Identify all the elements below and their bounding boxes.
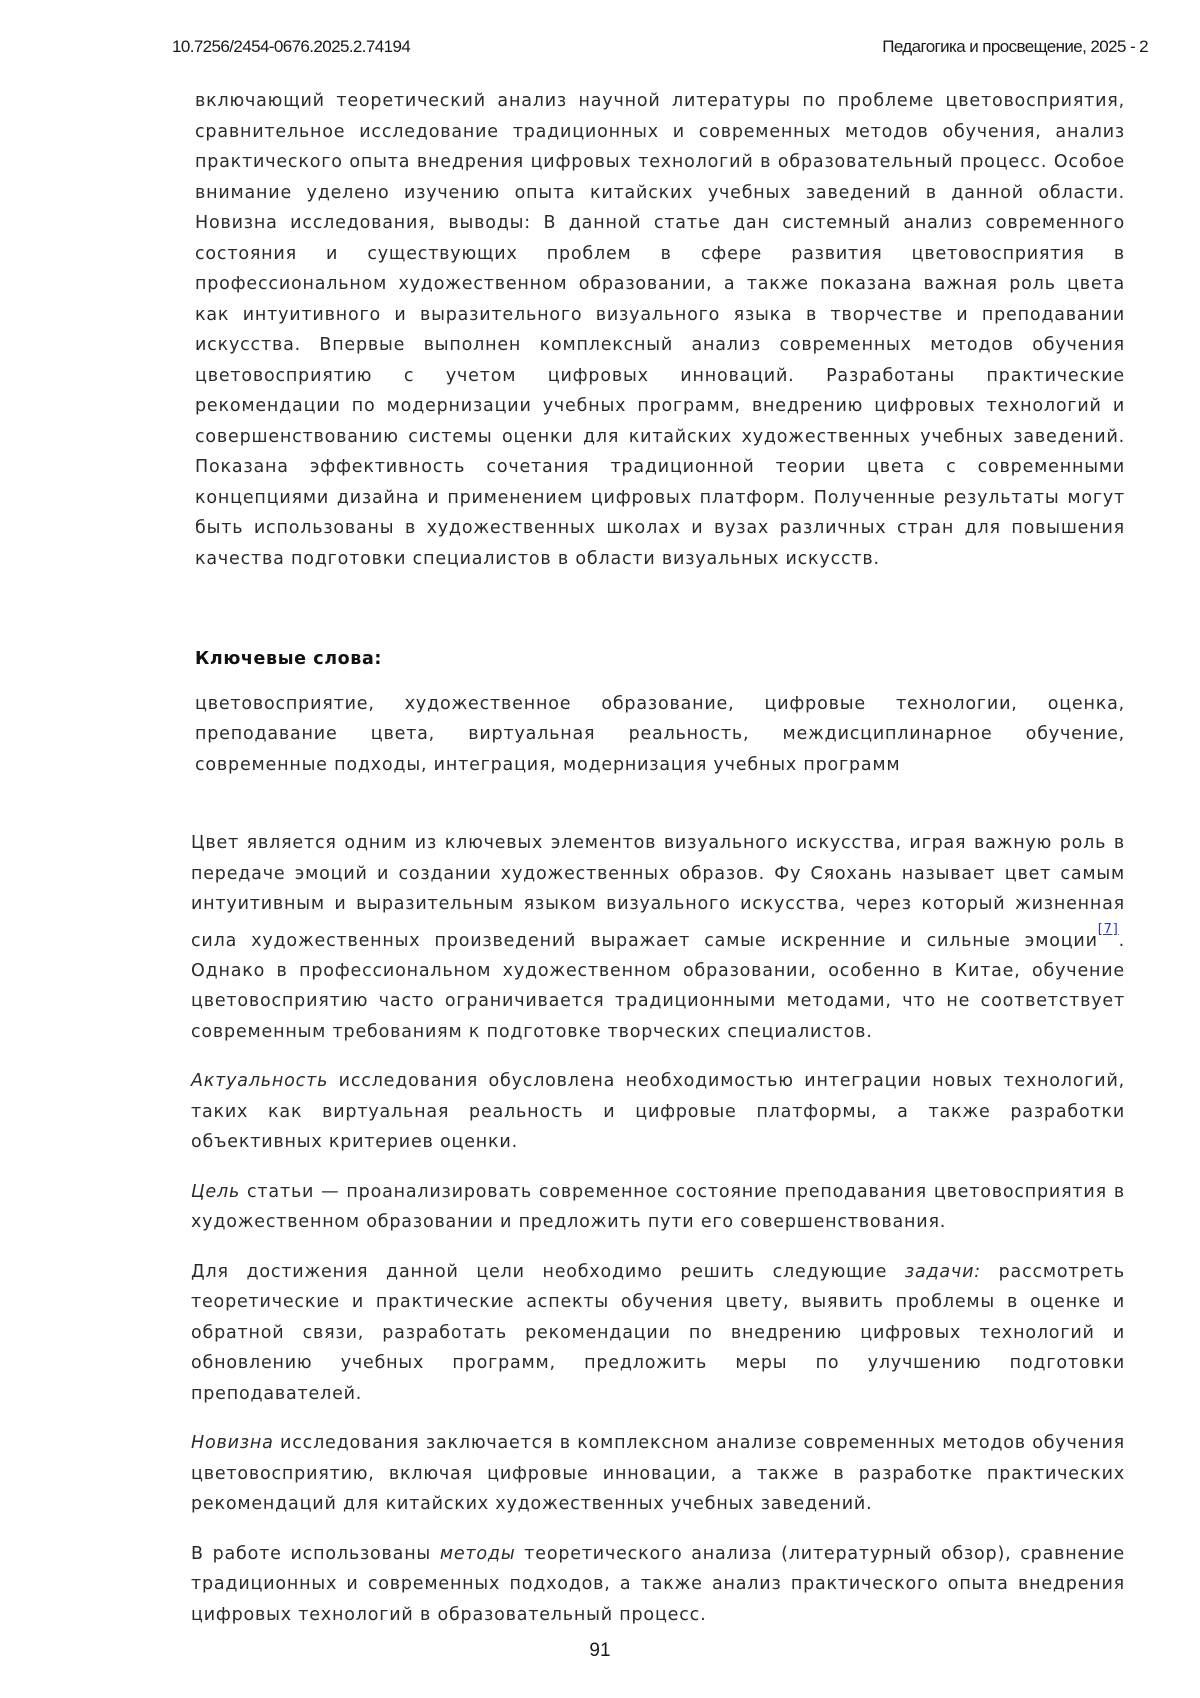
doi-text: 10.7256/2454-0676.2025.2.74194 <box>172 37 410 57</box>
article-body <box>191 828 1125 1630</box>
page-header <box>172 37 1148 61</box>
relevance-term: Актуальность <box>191 1071 328 1091</box>
goal-term: Цель <box>191 1182 240 1202</box>
paragraph-intro <box>191 828 1125 1047</box>
goal-text: статьи — проанализировать современное состояние преподавания цветовосприятия в художественном образовании и предложить пути его совершенствования. <box>191 1182 1125 1233</box>
abstract-text: включающий теоретический анализ научной литературы по проблеме цветовосприятия, сравнительное исследование традиционных и современных методов обучения, анализ практического опыта внедрения цифровых технологий в образовательный процесс. Особое внимание уделено изучению опыта китайских учебных заведений в данной области. Новизна исследования, выводы: В данной статье дан системный анализ современного состояния и существующих проблем в сфере развития цветовосприятия в профессиональном художественном образовании, а также показана важная роль цвета как интуитивного и выразительного визуального языка в творчестве и преподавании искусства. Впервые выполнен комплексный анализ современных методов обучения цветовосприятию с учетом цифровых инноваций. Разработаны практические рекомендации по модернизации учебных программ, внедрению цифровых технологий и совершенствованию системы оценки для китайских художественных учебных заведений. Показана эффективность сочетания традиционной теории цвета с современными концепциями дизайна и применением цифровых платформ. Полученные результаты могут быть использованы в художественных школах и вузах различных стран для повышения качества подготовки специалистов в области визуальных искусств. <box>195 86 1125 574</box>
methods-text: теоретического анализа (литературный обзор), сравнение традиционных и современных подходов, а также анализ практического опыта внедрения цифровых технологий в образовательный процесс. <box>191 1544 1125 1625</box>
paragraph-methods <box>191 1539 1125 1631</box>
intro-text: Цвет является одним из ключевых элементов визуального искусства, играя важную роль в передаче эмоций и создании художественных образов. Фу Сяохань называет цвет самым интуитивным и выразительным языком визуального искусства, через который жизненная сила художественных произведений выражает самые искренние и сильные эмоции <box>191 833 1125 950</box>
paragraph-goal <box>191 1177 1125 1238</box>
paragraph-novelty <box>191 1428 1125 1520</box>
keywords-list: цветовосприятие, художественное образование, цифровые технологии, оценка, преподавание цвета, виртуальная реальность, междисциплинарное обучение, современные подходы, интеграция, модернизация учебных программ <box>195 689 1125 781</box>
citation-link[interactable]: [7] <box>1098 922 1119 937</box>
tasks-lead: Для достижения данной цели необходимо решить следующие <box>191 1262 905 1282</box>
keywords-heading: Ключевые слова: <box>195 644 1125 675</box>
novelty-text: исследования заключается в комплексном анализе современных методов обучения цветовосприятию, включая цифровые инновации, а также в разработке практических рекомендаций для китайских художественных учебных заведений. <box>191 1433 1125 1514</box>
abstract-section <box>195 86 1125 574</box>
paragraph-tasks <box>191 1257 1125 1410</box>
methods-lead: В работе использованы <box>191 1544 440 1564</box>
relevance-text: исследования обусловлена необходимостью интеграции новых технологий, таких как виртуальная реальность и цифровые платформы, а также разработки объективных критериев оценки. <box>191 1071 1125 1152</box>
page-number: 91 <box>0 1640 1200 1662</box>
intro-text-continued: . Однако в профессиональном художественном образовании, особенно в Китае, обучение цветовосприятию часто ограничивается традиционными методами, что не соответствует современным требованиям к подготовке творческих специалистов. <box>191 930 1125 1042</box>
paragraph-relevance <box>191 1066 1125 1158</box>
tasks-text: рассмотреть теоретические и практические аспекты обучения цвету, выявить проблемы в оценке и обратной связи, разработать рекомендации по внедрению цифровых технологий и обновлению учебных программ, предложить меры по улучшению подготовки преподавателей. <box>191 1262 1125 1404</box>
journal-title: Педагогика и просвещение, 2025 - 2 <box>882 37 1148 57</box>
tasks-term: задачи: <box>905 1262 981 1282</box>
article-content <box>195 86 1125 1630</box>
novelty-term: Новизна <box>191 1433 274 1453</box>
methods-term: методы <box>440 1544 516 1564</box>
